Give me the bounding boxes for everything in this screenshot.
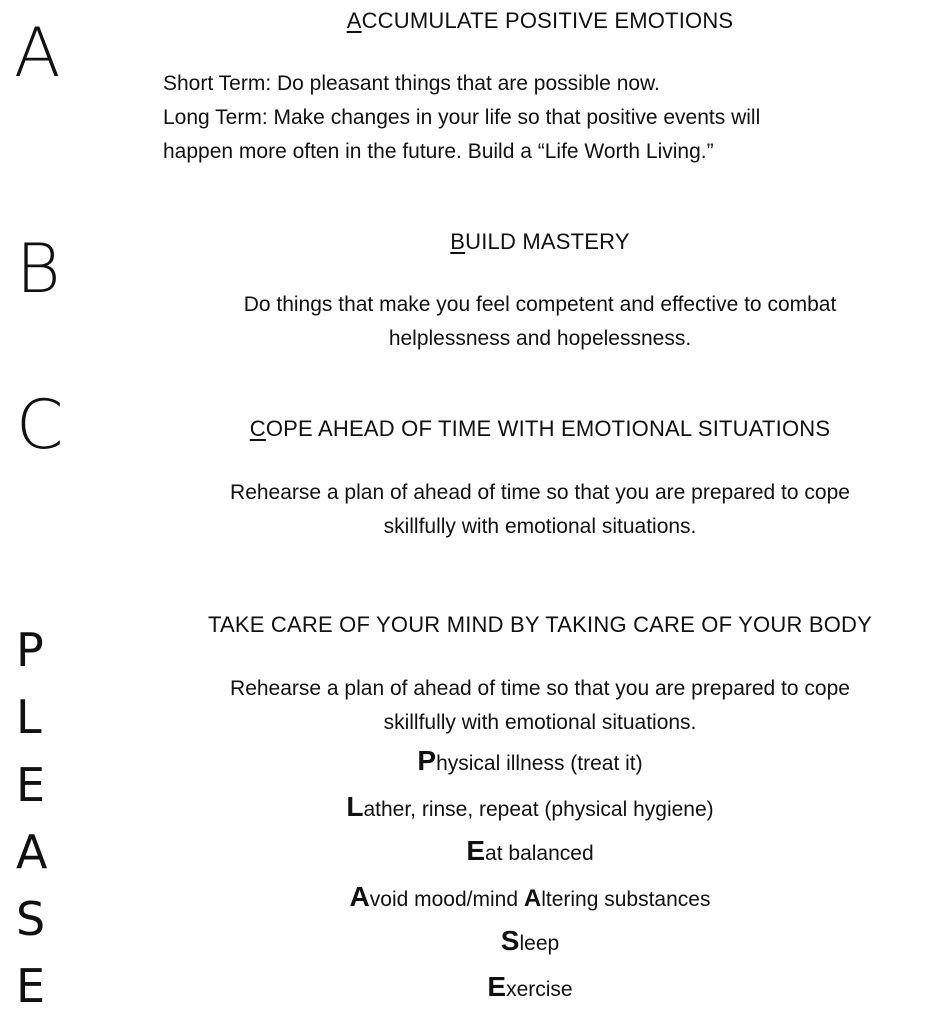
item-text: ather, rinse, repeat (physical hygiene) (363, 798, 714, 821)
section-b-text (150, 288, 930, 356)
heading-take-care-of-mind: TAKE CARE OF YOUR MIND BY TAKING CARE OF YOUR BODY (207, 612, 872, 637)
item-initial: A (349, 881, 370, 912)
section-a-text (163, 67, 760, 169)
please-section-text (150, 672, 930, 740)
text-line: Long Term: Make changes in your life so that positive events will (163, 106, 761, 129)
please-item-lather-rinse-repeat (150, 791, 910, 823)
please-item-physical-illness (150, 745, 910, 777)
item-text: leep (519, 932, 560, 955)
text-line: Do things that make you feel competent and effective to combat (243, 293, 837, 316)
heading-initial: C (249, 416, 266, 441)
text-line: Rehearse a plan of ahead of time so that you are prepared to cope (230, 677, 850, 700)
text-line: Rehearse a plan of ahead of time so that you are prepared to cope (230, 481, 850, 504)
section-c-text (150, 476, 930, 544)
item-text: hysical illness (treat it) (436, 752, 643, 775)
item-text: xercise (506, 978, 573, 1001)
heading-accumulate-positive-emotions (150, 8, 930, 34)
heading-cope-ahead (150, 416, 930, 442)
item-initial: P (417, 745, 437, 776)
heading-text: UILD MASTERY (465, 229, 630, 254)
please-letter-e: E (16, 758, 46, 812)
heading-initial: A (346, 8, 362, 33)
text-line: helplessness and hopelessness. (388, 327, 692, 350)
please-letter-a: A (16, 825, 48, 879)
please-item-exercise (150, 971, 910, 1003)
please-item-avoid-substances (150, 881, 910, 913)
item-initial-secondary: A (523, 885, 542, 912)
please-letter-p: P (16, 623, 44, 677)
heading-text: OPE AHEAD OF TIME WITH EMOTIONAL SITUATIONS (265, 416, 831, 441)
please-letter-s: S (16, 892, 46, 946)
item-initial: L (346, 791, 364, 822)
item-text: at balanced (485, 842, 594, 865)
text-line: Short Term: Do pleasant things that are possible now. (163, 72, 660, 95)
heading-text: CCUMULATE POSITIVE EMOTIONS (361, 8, 734, 33)
item-initial: S (500, 925, 520, 956)
big-letter-c: C (16, 386, 64, 465)
please-item-eat-balanced (150, 835, 910, 867)
text-line: skillfully with emotional situations. (383, 515, 697, 538)
item-initial: E (487, 971, 507, 1002)
item-text: void mood/mind (369, 888, 524, 911)
heading-initial: B (450, 229, 466, 254)
text-line: skillfully with emotional situations. (383, 711, 697, 734)
text-line: happen more often in the future. Build a “Life Worth Living.” (163, 140, 714, 163)
please-item-sleep (150, 925, 910, 957)
big-letter-b: B (16, 230, 61, 309)
please-letter-l: L (16, 690, 42, 744)
big-letter-a: A (14, 14, 61, 93)
please-letter-e2: E (16, 959, 46, 1013)
item-text-secondary: ltering substances (541, 888, 711, 911)
item-initial: E (466, 835, 486, 866)
heading-build-mastery (150, 229, 930, 255)
